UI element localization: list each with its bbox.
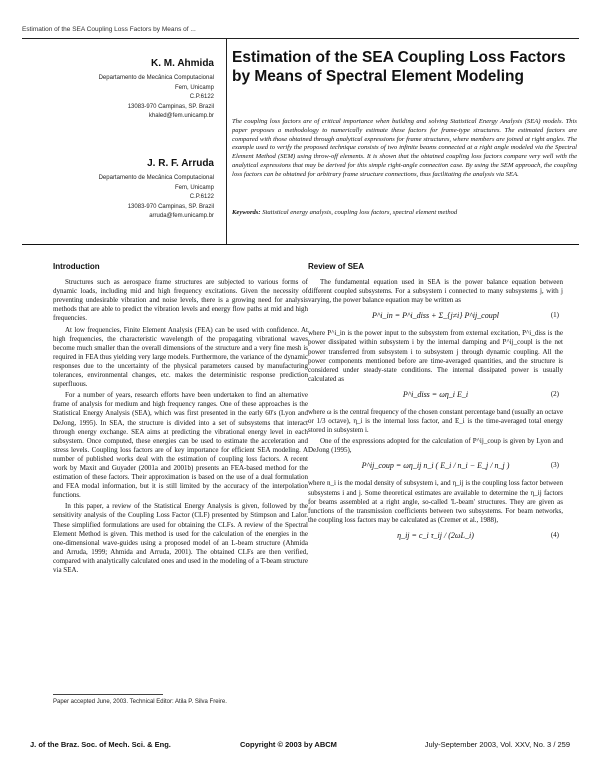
author-address: 13083-970 Campinas, SP. Brazil (127, 203, 214, 210)
paragraph: The fundamental equation used in SEA is the power balance equation between different coupled subsystems. For a subsystem i connected to many subsystems j, with j varying, the power balance equation may be written as (308, 278, 563, 305)
top-rule (22, 38, 579, 39)
paragraph: For a number of years, research efforts have been undertaken to find an alternative frame of analysis for medium and high frequency ranges. One of these approaches is the Statistical Energy Analysis (SEA), which was first presented in the early 60's (Lyon and DeJong, 1995). In SEA, the structure is divided into a set of subsystems that interact through energy exchange. SEA aims at predicting the vibrational energy level in each subsystem. Once computed, these energies can be used to estimate the acceleration and stress levels. Coupling loss factors are of key importance for efficient SEA modeling. A number of published works deal with the estimation of coupling loss factors. A recent work by Maxit and Guyader (2001a and 2001b) presents an FEA-based method for the estimation of these factors. Their approximation is based on the use of a dual formulation and FEA modal information, but it is still limited by the accuracy of the interpolation functions. (53, 391, 308, 500)
header-bottom-rule (22, 244, 579, 245)
footer-copyright: Copyright © 2003 by ABCM (240, 740, 337, 749)
equation-number: (3) (550, 461, 559, 470)
author-email: arruda@fem.unicamp.br (149, 213, 214, 220)
author-affiliation: Fem, Unicamp (174, 84, 214, 91)
paragraph: One of the expressions adopted for the calculation of P^ij_coup is given by Lyon and DeJong (1995), (308, 437, 563, 455)
paragraph: Structures such as aerospace frame structures are subjected to various forms of dynamic loads, including mid and high frequency excitations. Given the necessity of preventing undesirable vibration and noise levels, there is a growing need for analysis methods that are able to predict the vibration levels and energy flow paths at mid and high frequencies. (53, 278, 308, 323)
keywords (232, 209, 577, 218)
equation-2 (308, 386, 563, 408)
author-affiliation: Departamento de Mecânica Computacional (98, 175, 214, 181)
equation-body: P^i_diss = ωη_i E_i (402, 389, 469, 399)
paragraph: where P^i_in is the power input to the subsystem from external excitation, P^i_diss is the power dissipated within subsystem i by the internal damping and P^ij_coupl is the net power transferred from subsystem i to subsystem j through dynamic coupling. All the power components mentioned before are time-averaged quantities, and the structure is considered under steady-state conditions. The internal dissipated power is usually calculated as (308, 329, 563, 383)
author-block-2 (99, 158, 214, 222)
equation-number: (2) (550, 389, 559, 398)
author-name: J. R. F. Arruda (147, 158, 214, 169)
equation-body: P^ij_coup = ωη_ij n_i ( E_i / n_i − E_j / n_j ) (361, 461, 510, 471)
left-column (53, 262, 308, 577)
section-heading: Review of SEA (308, 262, 365, 271)
equation-body: η_ij = c_i τ_ij / (2ωL_i) (397, 530, 474, 540)
vertical-rule (226, 38, 227, 244)
keywords-label: Keywords: (232, 209, 261, 216)
paragraph: At low frequencies, Finite Element Analysis (FEA) can be used with confidence. At high frequencies, the characteristic wavelength of the propagating vibrational waves become much smaller than the overall dimensions of the structure and a very fine mesh is required in FEA thus yielding very large models. Furthermore, the variance of the dynamic responses due to the uncertainty of the physical parameters caused by manufacturing tolerances, environmental changes, etc. makes the deterministic response prediction superfluous. (53, 325, 308, 389)
equation-4 (308, 527, 563, 549)
paper-title: Estimation of the SEA Coupling Loss Factors by Means of Spectral Element Modeling (232, 49, 566, 85)
equation-number: (4) (550, 530, 559, 539)
author-address: C.P.6122 (189, 194, 214, 201)
equation-3 (308, 457, 563, 479)
paragraph: In this paper, a review of the Statistical Energy Analysis is given, followed by the sensitivity analysis of the Coupling Loss Factor (CLF) presented by Stimpson and Lalor. These simplified formulations are used for obtaining the CLFs. A review of the Spectral Element Method is given. This method is used for the calculation of the energies in the one-dimensional wave-guides using a proposed model of an L-beam structure (Ahmida and Arruda, 1999; Ahmida and Arruda, 2001). The obtained CLFs are then verified, compared with analytically calculated ones and used in the modeling of a T-beam structure via SEA. (53, 502, 308, 574)
keywords-text: Statistical energy analysis, coupling loss factors, spectral element method (262, 209, 458, 216)
equation-number: (1) (550, 311, 559, 320)
paragraph: where ω is the central frequency of the chosen constant percentage band (usually an octave or 1/3 octave), η_i is the internal loss factor, and E_i is the time-averaged total energy stored in subsystem i. (308, 407, 563, 435)
author-affiliation: Fem, Unicamp (174, 184, 214, 191)
equation-body: P^i_in = P^i_diss + Σ_{j≠i} P^ij_coupl (372, 311, 499, 321)
author-block-1 (99, 58, 214, 122)
author-address: C.P.6122 (189, 94, 214, 101)
footer-issue: July-September 2003, Vol. XXV, No. 3 / 259 (424, 740, 570, 749)
author-name: K. M. Ahmida (151, 58, 214, 69)
equation-1 (308, 307, 563, 329)
footnote-rule (53, 694, 163, 695)
abstract: The coupling loss factors are of critical importance when building and solving Statistical Energy Analysis (SEA) models. This paper proposes a methodology to numerically estimate these factors for frame-type structures. The estimated factors are compared with those obtained through analytical expressions for frame structures, where members are joined at right angles. The example used to verify the proposed technique consists of two infinite beams connected at a right angle modeled via the Spectral Element Method (SEM) using throw-off elements. It is shown that the obtained coupling loss factors compare very well with the analytical expressions that may be derived for this simple right-angle connection case. By using the SEM approach, the coupling loss factors can be obtained for arbitrary frame structure connections, thus facilitating the analysis via SEA. (232, 118, 577, 178)
running-head: Estimation of the SEA Coupling Loss Factors by Means of ... (22, 26, 196, 33)
author-affiliation: Departamento de Mecânica Computacional (98, 75, 214, 81)
footer-journal: J. of the Braz. Soc. of Mech. Sci. & Eng. (30, 740, 171, 749)
section-heading: Introduction (53, 262, 100, 271)
paragraph: where n_i is the modal density of subsystem i, and η_ij is the coupling loss factor between subsystems i and j. Some theoretical estimates are available to determine the η_ij factors for beams assembled at a right angle, so-called 'L-beam' structures. They are given as functions of the transmission coefficients between two subsystems. For beam networks, the coupling loss factors may be calculated as (Cremer et al., 1988), (308, 479, 563, 524)
author-address: 13083-970 Campinas, SP. Brazil (127, 103, 214, 110)
footnote: Paper accepted June, 2003. Technical Editor: Atila P. Silva Freire. (53, 699, 227, 705)
right-column (308, 262, 563, 549)
author-email: khaled@fem.unicamp.br (148, 113, 214, 120)
